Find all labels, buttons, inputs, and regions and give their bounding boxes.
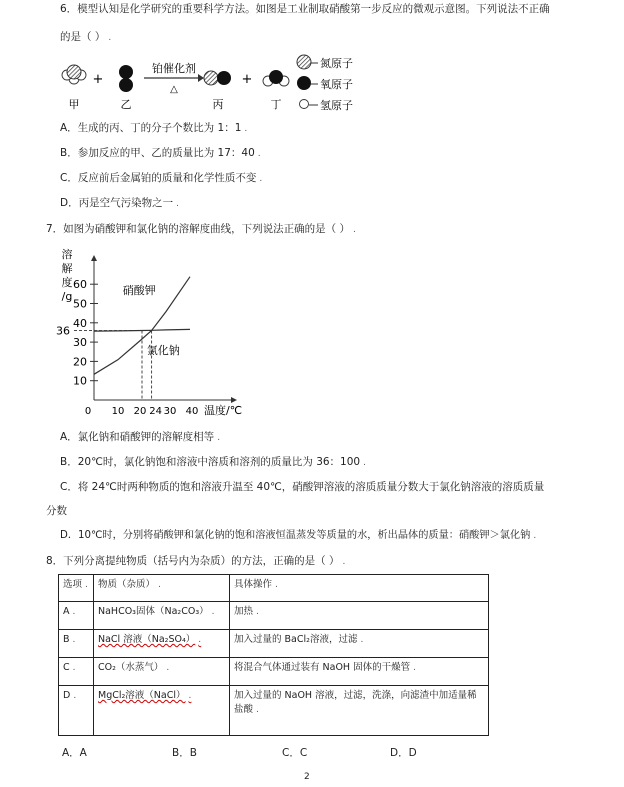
table-row: C . CO₂（水蒸气） . 将混合气体通过装有 NaOH 固体的干燥管 .	[59, 658, 489, 686]
y-axis-label-4: /g	[61, 290, 73, 303]
legend-hydrogen: 氢原子	[320, 99, 353, 112]
catalyst-label: 铂催化剂	[152, 62, 196, 75]
q8-table	[58, 574, 489, 736]
header-substance: 物质（杂质） .	[94, 575, 230, 602]
x-tick-label: 10	[111, 406, 125, 417]
y-axis-label-1: 溶	[61, 248, 73, 261]
legend-nitrogen: 氮原子	[320, 57, 353, 70]
y-tick-label: 50	[73, 297, 87, 311]
label-jia: 甲	[68, 98, 80, 111]
q7-stem: 7．如图为硝酸钾和氯化钠的溶解度曲线，下列说法正确的是（ ） .	[46, 223, 356, 235]
q6-option-b: B．参加反应的甲、乙的质量比为 17：40 .	[60, 147, 261, 159]
page-number: 2	[304, 772, 310, 782]
molecule-ding-water	[263, 70, 289, 86]
table-row: A . NaHCO₃固体（Na₂CO₃） . 加热 .	[59, 602, 489, 630]
nacl-curve	[94, 329, 190, 331]
x-tick-label: 24	[149, 406, 162, 417]
q7-option-b: B．20℃时，氯化钠饱和溶液中溶质和溶剂的质量比为 36：100 .	[60, 456, 366, 468]
molecule-jia-ammonia	[62, 65, 86, 84]
x-tick-label: 20	[133, 406, 147, 417]
header-option: 选项 .	[59, 575, 94, 602]
q8-answer-c: C．C	[282, 747, 308, 759]
table-header-row	[59, 575, 489, 602]
y-tick-label: 30	[73, 336, 87, 350]
q7-option-a: A．氯化钠和硝酸钾的溶解度相等 .	[60, 431, 221, 443]
q7-option-c: C．将 24℃时两种物质的饱和溶液升温至 40℃，硝酸钾溶液的溶质质量分数大于氯化钠溶液的溶质质量	[60, 481, 545, 493]
header-operation: 具体操作 .	[230, 575, 489, 602]
x-tick-label: 0	[84, 406, 92, 417]
q7-option-c-cont: 分数	[46, 505, 67, 517]
legend	[297, 55, 353, 112]
heat-label: △	[170, 84, 178, 95]
q6-option-d: D．丙是空气污染物之一 .	[60, 197, 179, 209]
q8-answer-a: A．A	[62, 747, 87, 759]
q6-option-a: A．生成的丙、丁的分子个数比为 1：1 .	[60, 122, 248, 134]
y-axis-label-3: 度	[61, 276, 73, 289]
table-row: D . MgCl₂溶液（NaCl） . 加入过量的 NaOH 溶液，过滤，洗涤，向滤渣中加适量稀盐酸 .	[59, 686, 489, 736]
molecule-bing-no	[204, 71, 231, 85]
q8-answer-d: D．D	[390, 747, 417, 759]
y-tick-label: 60	[73, 278, 87, 292]
label-bing: 丙	[212, 98, 224, 111]
x-tick-label: 30	[163, 406, 177, 417]
y-tick-label: 10	[73, 374, 87, 388]
table-row: B . NaCl 溶液（Na₂SO₄） . 加入过量的 BaCl₂溶液，过滤 .	[59, 630, 489, 658]
kno3-label: 硝酸钾	[122, 283, 156, 297]
molecule-yi-oxygen	[119, 65, 133, 92]
plus-sign-1: +	[92, 72, 104, 87]
plus-sign-2: +	[241, 72, 253, 87]
x-axis-label: 温度/℃	[204, 404, 243, 417]
y-tick-label: 40	[73, 316, 87, 330]
y-tick-label: 20	[73, 355, 87, 369]
q8-answer-b: B．B	[172, 747, 197, 759]
q6-reaction-diagram	[58, 52, 388, 118]
q6-option-c: C．反应前后金属铂的质量和化学性质不变 .	[60, 172, 263, 184]
q6-stem-line1: 6．模型认知是化学研究的重要科学方法。如图是工业制取硝酸第一步反应的微观示意图。下列说法不正确	[60, 3, 550, 15]
q6-stem-line2: 的是（ ） .	[60, 31, 112, 43]
legend-oxygen: 氧原子	[320, 78, 353, 91]
q7-option-d: D．10℃时，分别将硝酸钾和氯化钠的饱和溶液恒温蒸发等质量的水，析出晶体的质量：硝酸钾＞氯化钠 .	[60, 530, 537, 541]
y-axis-label-2: 解	[61, 262, 73, 275]
label-ding: 丁	[270, 98, 282, 111]
x-tick-label: 40	[185, 406, 199, 417]
marked-y-label: 36	[56, 324, 70, 338]
q8-stem: 8．下列分离提纯物质（括号内为杂质）的方法，正确的是（ ） .	[46, 555, 346, 567]
solubility-chart	[56, 244, 246, 422]
nacl-label: 氯化钠	[146, 343, 180, 357]
label-yi: 乙	[120, 98, 132, 111]
